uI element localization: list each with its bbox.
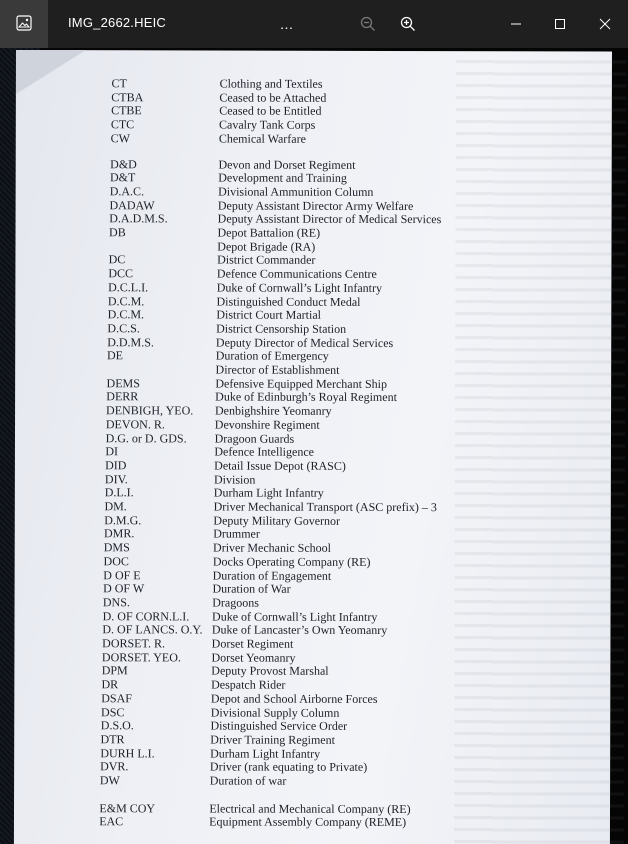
abbreviation: D OF W xyxy=(103,581,145,596)
meaning: Duration of war xyxy=(209,773,287,788)
abbreviation: DURH L.I. xyxy=(100,745,155,760)
abbreviation: DI xyxy=(105,444,119,459)
meaning: Defence Intelligence xyxy=(214,444,315,459)
meaning: Chemical Warfare xyxy=(218,131,306,146)
photos-app-icon[interactable] xyxy=(0,0,48,48)
meaning: Cavalry Tank Corps xyxy=(219,117,316,132)
file-name: IMG_2662.HEIC xyxy=(68,15,166,30)
abbreviation: D.D.M.S. xyxy=(107,334,154,349)
meaning: Clothing and Textiles xyxy=(219,76,323,91)
meaning: Duration of Emergency xyxy=(215,348,329,364)
abbreviation: CW xyxy=(110,131,130,146)
meaning: Director of Establishment xyxy=(215,362,340,377)
abbreviation: CT xyxy=(111,76,127,91)
abbreviation: DMR. xyxy=(103,526,135,541)
abbreviation: DSAF xyxy=(101,691,132,706)
meaning: Duke of Edinburgh’s Royal Regiment xyxy=(215,389,397,405)
abbreviation: D.A.D.M.S. xyxy=(109,211,168,226)
meaning: Dorset Yeomanry xyxy=(211,650,296,665)
page-fold xyxy=(16,50,86,94)
abbreviation: DTR xyxy=(100,732,125,747)
meaning: Ceased to be Attached xyxy=(219,90,327,105)
meaning: Duration of War xyxy=(212,581,291,596)
meaning: Deputy Assistant Director Army Welfare xyxy=(217,198,414,213)
meaning: Defence Communications Centre xyxy=(216,266,377,282)
meaning: Driver Mechanical Transport (ASC prefix) – 3 xyxy=(213,499,437,515)
abbreviation: D.A.C. xyxy=(109,184,145,199)
abbreviation: D.C.M. xyxy=(107,293,145,308)
abbreviation: DORSET. R. xyxy=(102,636,165,651)
meaning: Duke of Lancaster’s Own Yeomanry xyxy=(211,622,388,638)
meaning: Distinguished Conduct Medal xyxy=(216,294,361,309)
abbreviation: DOC xyxy=(103,554,129,569)
meaning: Depot Brigade (RA) xyxy=(217,239,316,254)
abbreviation: DC xyxy=(108,252,126,267)
meaning: Denbighshire Yeomanry xyxy=(214,403,332,418)
abbreviation: DERR xyxy=(106,389,139,404)
abbreviation: EAC xyxy=(99,814,124,829)
abbreviation: DVR. xyxy=(100,759,129,774)
meaning: District Commander xyxy=(217,252,316,268)
abbreviation: DE xyxy=(106,348,123,363)
abbreviation-entry xyxy=(14,773,604,789)
meaning: Despatch Rider xyxy=(211,677,286,692)
abbreviation-list xyxy=(14,50,612,844)
abbreviation: DNS. xyxy=(102,595,130,610)
meaning: Duke of Cornwall’s Light Infantry xyxy=(212,609,378,624)
meaning: Durham Light Infantry xyxy=(210,746,321,761)
meaning: Driver Mechanic School xyxy=(213,540,332,555)
meaning: Devonshire Regiment xyxy=(214,417,320,432)
meaning: Deputy Provost Marshal xyxy=(211,663,329,679)
abbreviation-entry xyxy=(14,814,604,830)
meaning: Drummer xyxy=(213,526,260,542)
abbreviation: DR xyxy=(101,677,119,692)
abbreviation: DW xyxy=(99,773,120,788)
abbreviation: D&D xyxy=(110,156,137,171)
meaning: Durham Light Infantry xyxy=(213,485,324,501)
meaning: Duke of Cornwall’s Light Infantry xyxy=(216,280,383,295)
abbreviation: DEVON. R. xyxy=(105,417,165,432)
meaning: Deputy Director of Medical Services xyxy=(215,335,394,350)
meaning: Depot Battalion (RE) xyxy=(217,225,321,240)
abbreviation: DPM xyxy=(101,663,128,678)
zoom-out-button[interactable] xyxy=(348,0,388,48)
abbreviation: D&T xyxy=(109,170,136,185)
abbreviation: DB xyxy=(109,225,126,240)
abbreviation: D.C.L.I. xyxy=(108,280,149,295)
meaning: Divisional Ammunition Column xyxy=(218,184,374,199)
minimize-icon xyxy=(510,18,522,30)
meaning: Deputy Assistant Director of Medical Services xyxy=(217,211,442,227)
meaning: Ceased to be Entitled xyxy=(219,103,322,119)
meaning: Dragoons xyxy=(212,595,259,610)
abbreviation: D OF E xyxy=(103,567,141,582)
abbreviation: DIV. xyxy=(104,471,128,486)
meaning: Distinguished Service Order xyxy=(210,718,348,734)
document-photo xyxy=(14,50,612,844)
zoom-in-button[interactable] xyxy=(388,0,428,48)
image-viewer[interactable] xyxy=(0,48,628,844)
abbreviation: DMS xyxy=(103,540,130,555)
abbreviation: CTBE xyxy=(111,103,142,118)
abbreviation: DID xyxy=(105,458,127,473)
meaning: Dorset Regiment xyxy=(211,636,294,651)
meaning: Equipment Assembly Company (REME) xyxy=(209,814,407,830)
maximize-icon xyxy=(554,18,566,30)
abbreviation: D.M.G. xyxy=(104,512,142,528)
close-button[interactable] xyxy=(582,0,628,48)
maximize-button[interactable] xyxy=(538,0,582,48)
meaning: Electrical and Mechanical Company (RE) xyxy=(209,801,411,816)
image-icon xyxy=(16,15,32,31)
abbreviation: DADAW xyxy=(109,197,155,212)
meaning: Divisional Supply Column xyxy=(210,705,340,720)
abbreviation: D. OF LANCS. O.Y. xyxy=(102,622,203,637)
abbreviation: D.C.M. xyxy=(107,307,145,322)
abbreviation: CTBA xyxy=(111,89,144,105)
abbreviation: DORSET. YEO. xyxy=(101,649,181,665)
meaning: Docks Operating Company (RE) xyxy=(212,554,371,569)
title-bar xyxy=(0,0,628,48)
meaning: Dragoon Guards xyxy=(214,431,295,446)
meaning: Depot and School Airborne Forces xyxy=(210,691,378,706)
abbreviation: CTC xyxy=(110,117,135,132)
abbreviation: D. OF CORN.L.I. xyxy=(102,608,190,624)
abbreviation: DEMS xyxy=(106,375,140,391)
meaning: Driver Training Regiment xyxy=(210,732,336,747)
abbreviation: D.C.S. xyxy=(107,321,140,336)
abbreviation: DM. xyxy=(104,499,127,514)
meaning: Duration of Engagement xyxy=(212,568,332,583)
abbreviation-entry xyxy=(16,131,606,147)
minimize-button[interactable] xyxy=(494,0,538,48)
meaning: Driver (rank equating to Private) xyxy=(209,759,368,775)
abbreviation: D.L.I. xyxy=(104,485,134,500)
meaning: Devon and Dorset Regiment xyxy=(218,157,356,172)
meaning: Development and Training xyxy=(218,170,347,186)
meaning: Detail Issue Depot (RASC) xyxy=(214,458,346,473)
meaning: Defensive Equipped Merchant Ship xyxy=(215,376,388,391)
meaning: District Censorship Station xyxy=(216,321,347,336)
abbreviation: DCC xyxy=(108,266,134,281)
more-options-button[interactable] xyxy=(267,0,307,48)
meaning: Division xyxy=(213,472,256,487)
meaning: District Court Martial xyxy=(216,307,322,322)
zoom-out-icon xyxy=(360,16,376,32)
abbreviation: DENBIGH, YEO. xyxy=(106,403,194,418)
abbreviation: E&M COY xyxy=(99,800,156,816)
meaning: Deputy Military Governor xyxy=(213,513,341,528)
abbreviation: D.S.O. xyxy=(100,718,134,733)
more-icon: … xyxy=(279,16,295,32)
close-icon xyxy=(599,18,611,30)
abbreviation: D.G. or D. GDS. xyxy=(105,430,187,445)
zoom-in-icon xyxy=(400,16,416,32)
abbreviation: DSC xyxy=(101,704,125,719)
